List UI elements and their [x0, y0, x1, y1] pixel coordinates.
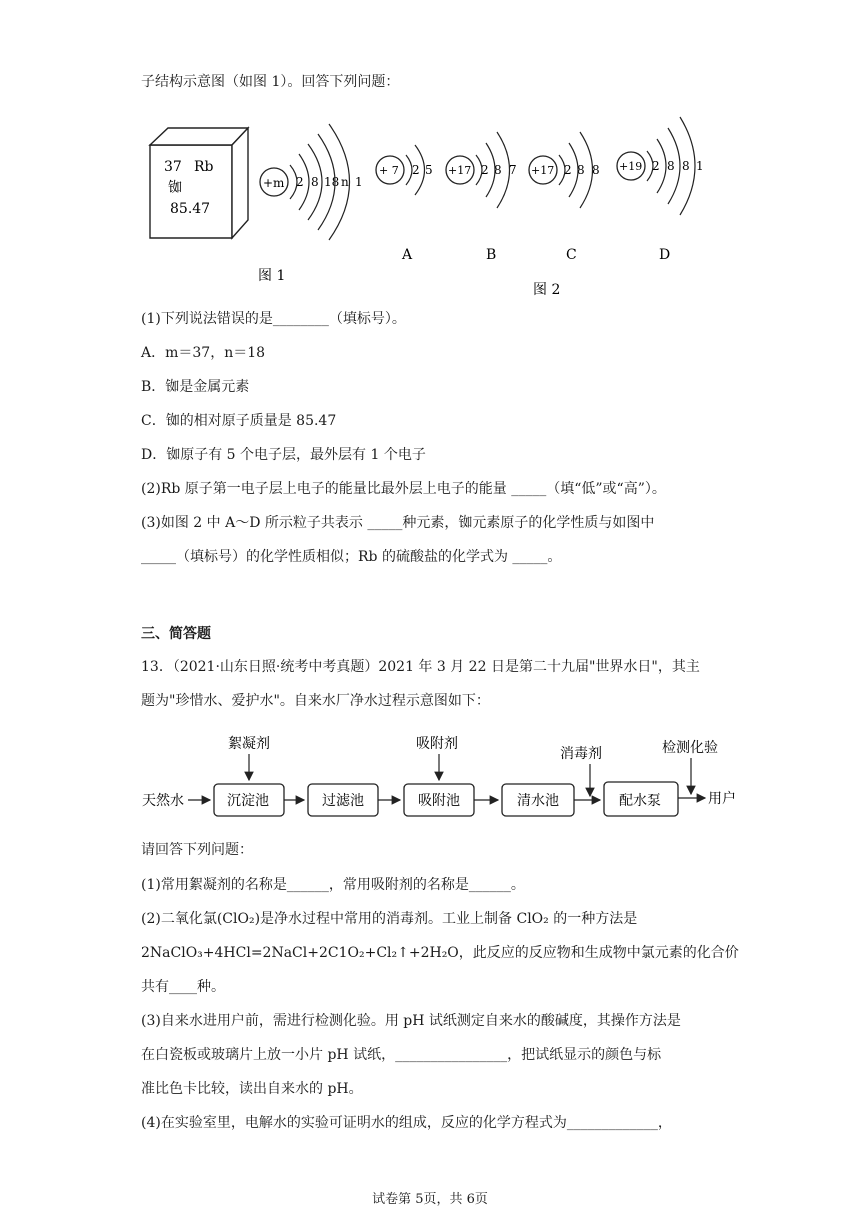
q13-part3-line3: 准比色卡比较，读出自来水的 pH。 — [141, 1081, 363, 1097]
q13-part2-line1: (2)二氧化氯(ClO₂)是净水过程中常用的消毒剂。工业上制备 ClO₂ 的一种方法是 — [141, 911, 638, 927]
particle-a — [376, 145, 433, 263]
svg-text:8: 8 — [667, 159, 675, 173]
rb-shell-1: 2 — [296, 175, 304, 189]
element-cube — [150, 128, 248, 238]
q12-part3-line1: (3)如图 2 中 A～D 所示粒子共表示 _____种元素，铷元素原子的化学性质与如图中 — [141, 515, 655, 531]
water-treatment-flow-diagram — [140, 730, 750, 835]
svg-text:8: 8 — [682, 159, 690, 173]
q12-part1: (1)下列说法错误的是________（填标号）。 — [141, 311, 406, 327]
atomic-mass: 85.47 — [170, 201, 211, 217]
svg-text:过滤池: 过滤池 — [322, 793, 364, 809]
input-disinfectant: 消毒剂 — [560, 746, 602, 762]
svg-text:7: 7 — [509, 163, 517, 177]
particle-d-label: D — [659, 247, 671, 263]
q13-part2-line3: 共有____种。 — [141, 979, 225, 995]
element-name: 铷 — [168, 180, 182, 196]
particle-c — [529, 132, 600, 263]
q12-option-a: A．m＝37，n＝18 — [141, 345, 266, 361]
q12-option-d: D．铷原子有 5 个电子层，最外层有 1 个电子 — [141, 447, 426, 463]
particle-b — [446, 132, 517, 263]
element-number: 37 — [164, 159, 182, 175]
svg-text:沉淀池: 沉淀池 — [227, 793, 269, 809]
svg-text:1: 1 — [696, 159, 704, 173]
input-flocculant: 絮凝剂 — [228, 736, 270, 752]
rb-shell-5: 1 — [355, 175, 363, 189]
svg-text:+ 7: + 7 — [379, 164, 399, 177]
q13-part3-line1: (3)自来水进用户前，需进行检测化验。用 pH 试纸测定自来水的酸碱度，其操作方法是 — [141, 1013, 681, 1029]
svg-text:+19: +19 — [619, 160, 643, 173]
input-adsorbent: 吸附剂 — [416, 736, 458, 752]
svg-text:2: 2 — [564, 163, 572, 177]
svg-text:8: 8 — [494, 163, 502, 177]
rb-shell-2: 8 — [311, 175, 319, 189]
q12-option-c: C．铷的相对原子质量是 85.47 — [141, 413, 337, 429]
svg-text:2: 2 — [652, 159, 660, 173]
svg-text:配水泵: 配水泵 — [619, 793, 661, 809]
particle-b-label: B — [486, 247, 497, 263]
q12-option-b: B．铷是金属元素 — [141, 379, 250, 395]
svg-text:清水池: 清水池 — [517, 793, 559, 809]
svg-text:+17: +17 — [531, 164, 555, 177]
q13-ask: 请回答下列问题： — [141, 842, 253, 858]
element-symbol: Rb — [194, 159, 214, 175]
q13-part3-line2: 在白瓷板或玻璃片上放一小片 pH 试纸，________________，把试纸显示的颜色与标 — [141, 1047, 662, 1063]
q13-part2-line2: 2NaClO₃+4HCl=2NaCl+2C1O₂+Cl₂↑+2H₂O，此反应的反应物和生成物中氯元素的化合价 — [141, 945, 739, 961]
q13-heading-line1: 13．（2021·山东日照·统考中考真题）2021 年 3 月 22 日是第二十九届"世界水日"，其主 — [141, 659, 700, 675]
svg-text:8: 8 — [577, 163, 585, 177]
q12-part3-line2: _____（填标号）的化学性质相似；Rb 的硫酸盐的化学式为 _____。 — [141, 549, 562, 565]
svg-text:+17: +17 — [448, 164, 472, 177]
flow-end: 用户 — [708, 791, 736, 807]
rb-atom-diagram — [260, 124, 363, 240]
fig1-caption: 图 1 — [258, 268, 286, 284]
q13-part1: (1)常用絮凝剂的名称是______，常用吸附剂的名称是______。 — [141, 877, 525, 893]
svg-text:2: 2 — [412, 163, 420, 177]
q12-part2: (2)Rb 原子第一电子层上电子的能量比最外层上电子的能量 _____（填“低”或“高”）。 — [141, 481, 666, 497]
particle-d — [617, 117, 704, 263]
input-testing: 检测化验 — [662, 740, 718, 756]
svg-text:5: 5 — [425, 163, 433, 177]
q13-part4: (4)在实验室里，电解水的实验可证明水的组成，反应的化学方程式为_____________， — [141, 1115, 672, 1131]
rb-nucleus: +m — [263, 176, 285, 190]
page-footer: 试卷第 5页，共 6页 — [372, 1192, 488, 1207]
atom-figures — [140, 110, 740, 300]
particle-a-label: A — [402, 247, 413, 263]
fig2-caption: 图 2 — [533, 282, 561, 298]
rb-shell-3: 18 — [324, 175, 340, 189]
rb-shell-4: n — [341, 175, 349, 189]
svg-text:8: 8 — [592, 163, 600, 177]
intro-line: 子结构示意图（如图 1）。回答下列问题： — [141, 74, 400, 90]
svg-text:2: 2 — [481, 163, 489, 177]
flow-start: 天然水 — [142, 793, 184, 809]
svg-text:吸附池: 吸附池 — [418, 793, 460, 809]
q13-heading-line2: 题为"珍惜水、爱护水"。自来水厂净水过程示意图如下： — [141, 693, 490, 709]
section-title: 三、简答题 — [141, 626, 211, 642]
particle-c-label: C — [566, 247, 577, 263]
